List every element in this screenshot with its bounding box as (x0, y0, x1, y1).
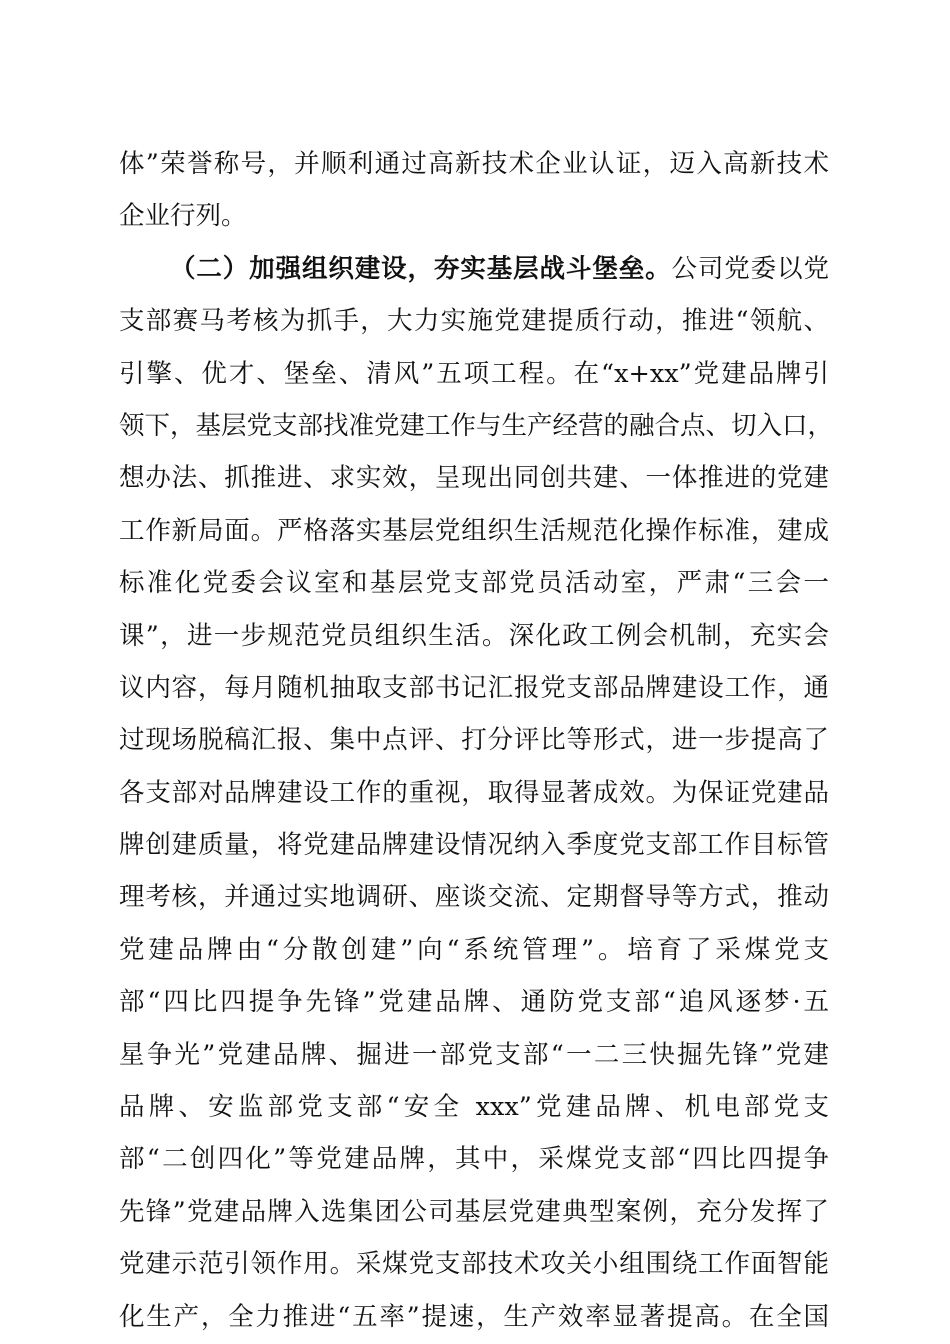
text-line: 标准化党委会议室和基层党支部党员活动室，严肃“三会一 (119, 568, 829, 599)
text-line: 理考核，并通过实地调研、座谈交流、定期督导等方式，推动 (119, 882, 829, 913)
text-line: 各支部对品牌建设工作的重视，取得显著成效。为保证党建品 (119, 777, 829, 808)
text-line: 领下，基层党支部找准党建工作与生产经营的融合点、切入口， (119, 410, 834, 441)
text-line: 课”，进一步规范党员组织生活。深化政工例会机制，充实会 (119, 620, 829, 651)
text-line: 支部赛马考核为抓手，大力实施党建提质行动，推进“领航、 (119, 306, 829, 337)
text-line: 先锋”党建品牌入选集团公司基层党建典型案例，充分发挥了 (119, 1196, 829, 1227)
text-line: 星争光”党建品牌、掘进一部党支部“一二三快掘先锋”党建 (119, 1039, 829, 1070)
text-line: 议内容，每月随机抽取支部书记汇报党支部品牌建设工作，通 (119, 672, 829, 703)
heading-line-body: 公司党委以党 (671, 253, 829, 284)
text-line: 牌创建质量，将党建品牌建设情况纳入季度党支部工作目标管 (119, 830, 829, 861)
text-line: 引擎、优才、堡垒、清风”五项工程。在“x+xx”党建品牌引 (119, 358, 829, 389)
text-line: 工作新局面。严格落实基层党组织生活规范化操作标准，建成 (119, 515, 829, 546)
text-line: 想办法、抓推进、求实效，呈现出同创共建、一体推进的党建 (119, 463, 829, 494)
text-line: 化生产，全力推进“五率”提速，生产效率显著提高。在全国 (119, 1301, 829, 1332)
text-line: 部“四比四提争先锋”党建品牌、通防党支部“追风逐梦·五 (119, 987, 829, 1018)
text-line: 部“二创四化”等党建品牌，其中，采煤党支部“四比四提争 (119, 1144, 829, 1175)
text-line: 品牌、安监部党支部“安全 xxx”党建品牌、机电部党支 (119, 1092, 829, 1123)
section-heading-line (119, 243, 829, 295)
text-line: 企业行列。 (119, 201, 247, 232)
body-text (119, 138, 834, 1343)
text-line: 党建品牌由“分散创建”向“系统管理”。培育了采煤党支 (119, 934, 829, 965)
text-line: 过现场脱稿汇报、集中点评、打分评比等形式，进一步提高了 (119, 725, 829, 756)
text-line: 体”荣誉称号，并顺利通过高新技术企业认证，迈入高新技术 (119, 149, 829, 179)
text-line: 党建示范引领作用。采煤党支部技术攻关小组围绕工作面智能 (119, 1249, 829, 1280)
section-heading: （二）加强组织建设，夯实基层战斗堡垒。 (170, 253, 672, 284)
